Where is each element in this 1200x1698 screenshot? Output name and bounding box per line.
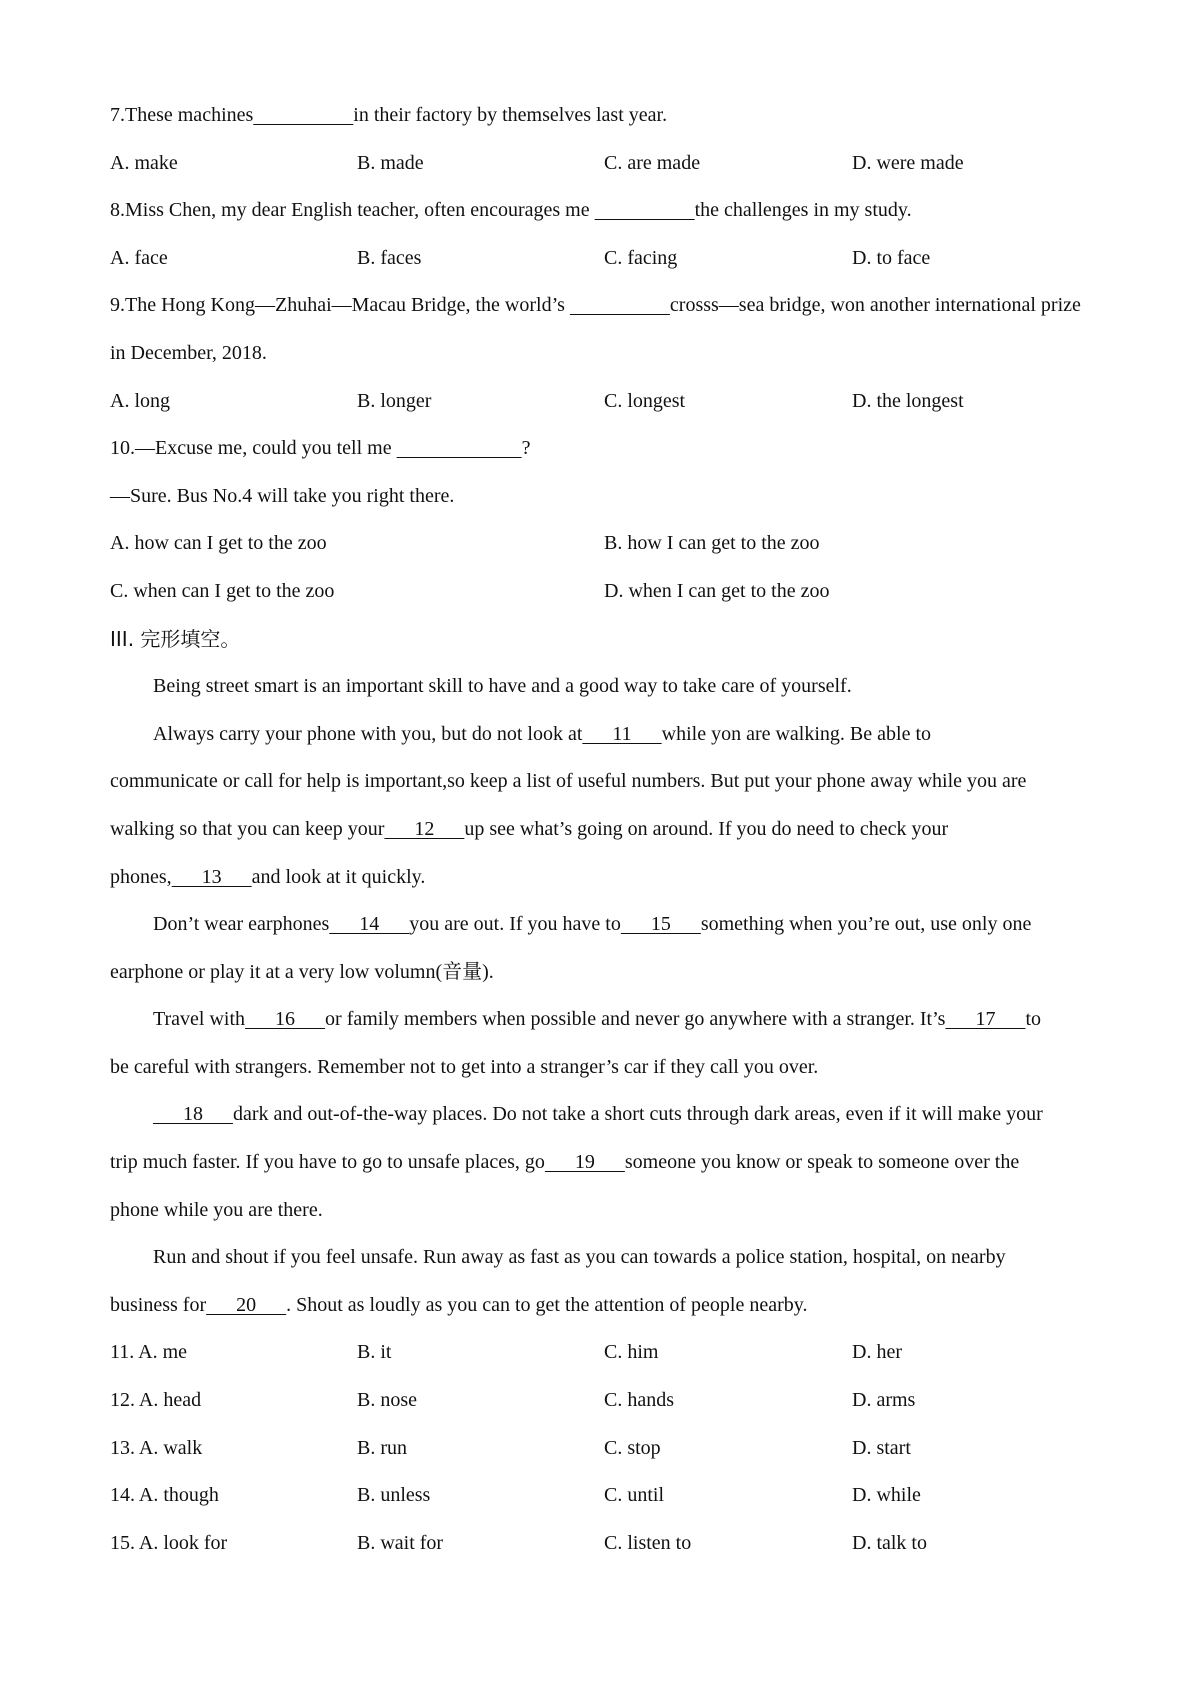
answer-option: C. stop [604,1436,661,1459]
answer-option: B. run [357,1436,407,1459]
answer-option: C. hands [604,1389,674,1412]
answer-blank [253,104,353,126]
answer-options-row [110,235,1110,283]
answer-option: D. when I can get to the zoo [604,579,830,602]
answer-blank: 19 [544,1151,625,1174]
answer-option: 15. A. look for [110,1531,228,1554]
answer-blank: 12 [384,817,465,840]
text-line [110,996,1110,1044]
answer-option: A. how can I get to the zoo [110,532,327,555]
text-line [110,187,1110,235]
text-segment: III. 完形填空。 [110,626,241,651]
text-line [110,854,1110,902]
text-segment: to [1025,1008,1041,1031]
text-line [110,949,1110,997]
text-segment: 9.The Hong Kong—Zhuhai—Macau Bridge, the world’s [110,294,570,317]
answer-option: C. longest [604,389,686,412]
answer-option: D. while [852,1484,921,1507]
answer-option: D. her [852,1341,902,1364]
text-line [110,425,1110,473]
text-line [110,758,1110,806]
answer-blank: 13 [171,865,252,888]
answer-blank [570,294,670,316]
answer-options-row [110,378,1110,426]
answer-option: B. how I can get to the zoo [604,532,820,555]
answer-option: C. listen to [604,1531,692,1554]
answer-blank [595,199,695,221]
text-segment: Run and shout if you feel unsafe. Run away as fast as you can towards a police station, hospital, on nearby [153,1246,1006,1269]
text-segment: communicate or call for help is important,so keep a list of useful numbers. But put your phone away while you are [110,770,1027,793]
text-segment: . Shout as loudly as you can to get the attention of people nearby. [286,1293,808,1316]
text-segment: up see what’s going on around. If you do need to check your [464,817,949,840]
text-segment: —Sure. Bus No.4 will take you right there. [110,484,455,507]
section-heading [110,616,1110,664]
answer-option: D. start [852,1436,911,1459]
answer-option: B. faces [357,246,422,269]
text-segment: and look at it quickly. [251,865,426,888]
answer-option: C. him [604,1341,659,1364]
text-segment: ? [521,437,531,460]
text-line [110,1187,1110,1235]
answer-option: 13. A. walk [110,1436,203,1459]
answer-options-row [110,1472,1110,1520]
answer-blank: 16 [245,1008,326,1031]
text-line [110,1044,1110,1092]
answer-options-row [110,520,1110,568]
text-segment: dark and out-of-the-way places. Do not take a short cuts through dark areas, even if it will make your [233,1103,1043,1126]
answer-option: A. long [110,389,170,412]
text-segment: walking so that you can keep your [110,817,385,840]
text-segment: 10.—Excuse me, could you tell me [110,437,397,460]
text-line [110,711,1110,759]
text-segment: you are out. If you have to [409,913,621,936]
text-line [110,1234,1110,1282]
text-segment: be careful with strangers. Remember not to get into a stranger’s car if they call you over. [110,1055,819,1078]
answer-option: B. longer [357,389,432,412]
text-segment: something when you’re out, use only one [700,913,1032,936]
answer-option: B. it [357,1341,392,1364]
answer-option: B. unless [357,1484,431,1507]
answer-option: 11. A. me [110,1341,188,1364]
text-line [110,1139,1110,1187]
text-segment: crosss—sea bridge, won another international prize [669,294,1081,317]
text-line [110,473,1110,521]
answer-blank: 17 [945,1008,1026,1031]
answer-option: D. talk to [852,1531,927,1554]
answer-option: A. make [110,151,178,174]
text-line [110,282,1110,330]
answer-option: B. wait for [357,1531,444,1554]
answer-options-row [110,1425,1110,1473]
text-segment: Always carry your phone with you, but do not look at [153,722,583,745]
text-segment: in December, 2018. [110,341,267,364]
answer-options-row [110,568,1110,616]
answer-blank: 20 [206,1293,287,1316]
answer-blank: 14 [329,913,410,936]
text-line [110,92,1110,140]
text-segment: while yon are walking. Be able to [661,722,932,745]
answer-option: 14. A. though [110,1484,219,1507]
text-line [110,1282,1110,1330]
text-line [110,806,1110,854]
answer-option: D. were made [852,151,964,174]
answer-option: C. are made [604,151,701,174]
answer-option: B. made [357,151,424,174]
text-segment: Don’t wear earphones [153,913,330,936]
answer-option: D. arms [852,1389,916,1412]
text-segment: in their factory by themselves last year. [353,104,668,126]
text-line [110,901,1110,949]
text-segment: phone while you are there. [110,1198,323,1221]
text-segment: earphone or play it at a very low volumn(音量). [110,960,494,983]
answer-options-row [110,1377,1110,1425]
text-segment: business for [110,1293,207,1316]
answer-options-row [110,140,1110,188]
text-line [110,1091,1110,1139]
text-segment: or family members when possible and never go anywhere with a stranger. It’s [325,1008,946,1031]
answer-option: D. the longest [852,389,964,412]
text-segment: Travel with [153,1008,246,1031]
text-segment: the challenges in my study. [694,199,912,222]
answer-blank [397,437,522,459]
answer-option: 12. A. head [110,1389,202,1412]
text-segment: someone you know or speak to someone over the [624,1151,1020,1174]
text-line [110,663,1110,711]
text-segment: trip much faster. If you have to go to unsafe places, go [110,1151,545,1174]
text-segment: 7.These machines [110,104,254,126]
exam-document [110,92,1110,1567]
text-segment: 8.Miss Chen, my dear English teacher, often encourages me [110,199,595,222]
answer-option: A. face [110,246,168,269]
answer-blank: 15 [620,913,701,936]
answer-options-row [110,1329,1110,1377]
answer-option: B. nose [357,1389,417,1412]
text-segment: phones, [110,865,172,888]
answer-options-row [110,1520,1110,1568]
answer-blank: 18 [153,1103,233,1126]
text-line [110,330,1110,378]
answer-option: D. to face [852,246,931,269]
answer-option: C. until [604,1484,665,1507]
answer-blank: 11 [582,722,662,745]
answer-option: C. facing [604,246,678,269]
answer-option: C. when can I get to the zoo [110,579,335,602]
text-segment: Being street smart is an important skill to have and a good way to take care of yourself. [153,675,852,698]
